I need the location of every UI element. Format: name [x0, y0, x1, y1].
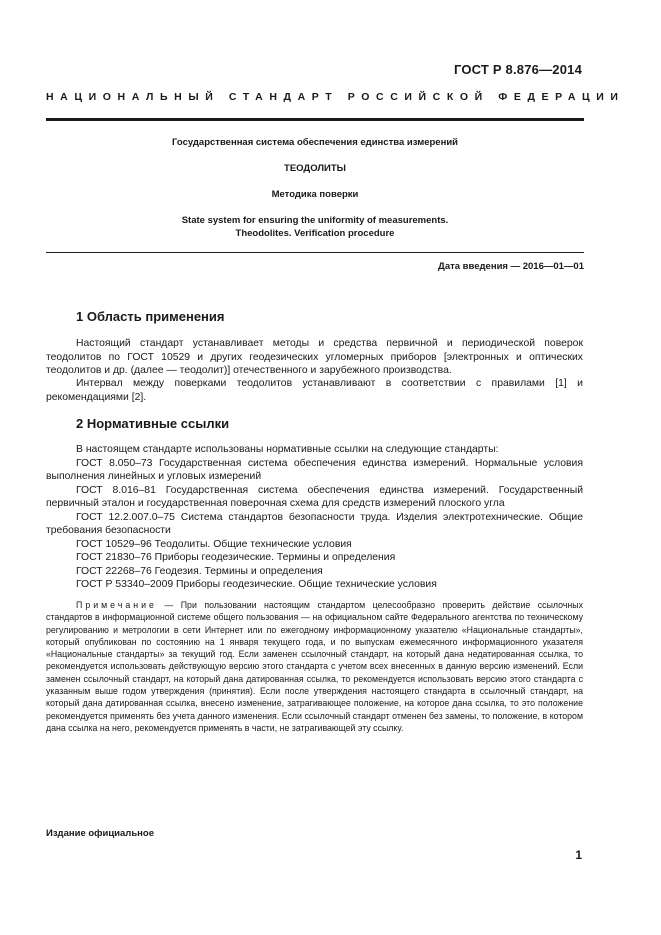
title-rule: [46, 252, 584, 253]
reference-item: ГОСТ 22268–76 Геодезия. Термины и определения: [76, 565, 323, 577]
references-note: [46, 599, 583, 734]
reference-item: ГОСТ 8.016–81 Государственная система обеспечения единства измерений. Государственный первичный эталон и государственная поверочная схема для средств измерений плоского угла: [46, 484, 583, 509]
title-method: Методика поверки: [271, 189, 359, 200]
note-label: Примечание: [76, 600, 157, 610]
reference-item: ГОСТ 8.050–73 Государственная система обеспечения единства измерений. Нормальные условия выполнения линейных и угловых измерений: [46, 457, 583, 482]
header-rule: [46, 118, 584, 121]
scope-paragraph-2: Интервал между поверками теодолитов устанавливают в соответствии с правилами [1] и рекомендациями [2].: [46, 378, 583, 403]
page-number: 1: [575, 848, 582, 862]
references-list: [46, 443, 583, 592]
title-system: Государственная система обеспечения единства измерений: [171, 137, 459, 148]
note-text: — При пользовании настоящим стандартом целесообразно проверить действие ссылочных стандартов в информационной системе общего пользования — на официальном сайте Федерального агентства по техническому регулированию и метрологии в сети Интернет или по ежегодному информационному указателю «Национальные стандарты», который опубликован по состоянию на 1 января текущего года, и по выпускам ежемесячного информационного указателя «Национальные стандарты» за текущий год. Если заменен ссылочный стандарт, на который дана недатированная ссылка, то рекомендуется использовать действующую версию этого стандарта с учетом всех внесенных в данную версию изменений. Если заменен ссылочный стандарт, на который дана датированная ссылка, то рекомендуется использовать версию этого стандарта с указанным выше годом утверждения (принятия). Если после утверждения настоящего стандарта в ссылочный стандарт, на который дана датированная ссылка, внесено изменение, затрагивающее положение, на которое дана ссылка, то это положение рекомендуется применять без учета данного изменения. Если ссылочный стандарт отменен без замены, то положение, в котором дана ссылка на него, рекомендуется применять в части, не затрагивающей эту ссылку.: [46, 600, 583, 733]
scope-paragraph-1: Настоящий стандарт устанавливает методы и средства первичной и периодической поверок теодолитов по ГОСТ 10529 и других геодезических угломерных приборов [электронных и оптических теодолитов и др. (далее — теодолит)] отечественного и зарубежного производства.: [46, 338, 583, 376]
reference-item: ГОСТ Р 53340–2009 Приборы геодезические. Общие технические условия: [76, 579, 437, 590]
edition-label: Издание официальное: [46, 828, 154, 839]
reference-item: ГОСТ 10529–96 Теодолиты. Общие технические условия: [76, 538, 352, 550]
reference-item: ГОСТ 21830–76 Приборы геодезические. Термины и определения: [76, 552, 396, 563]
reference-item: ГОСТ 12.2.007.0–75 Система стандартов безопасности труда. Изделия электротехнические. Общие требования безопасности: [46, 511, 583, 536]
references-intro: В настоящем стандарте использованы нормативные ссылки на следующие стандарты:: [76, 444, 499, 455]
document-number: ГОСТ Р 8.876—2014: [453, 62, 582, 77]
title-english-line2: Theodolites. Verification procedure: [235, 228, 395, 239]
national-standard-banner: НАЦИОНАЛЬНЫЙ СТАНДАРТ РОССИЙСКОЙ ФЕДЕРАЦИИ: [46, 91, 625, 103]
introduction-date: Дата введения — 2016—01—01: [438, 261, 584, 272]
section-heading-scope: 1 Область применения: [76, 309, 225, 324]
title-subject: ТЕОДОЛИТЫ: [284, 163, 346, 174]
title-english: [46, 214, 584, 240]
section-heading-references: 2 Нормативные ссылки: [76, 416, 230, 431]
title-english-line1: State system for ensuring the uniformity of measurements.: [181, 215, 449, 226]
